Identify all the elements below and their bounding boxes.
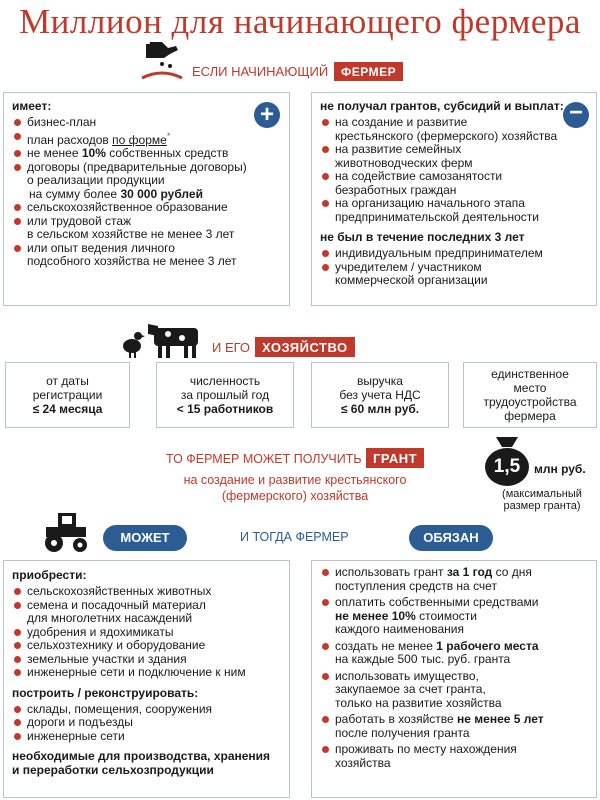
list-item: проживать по месту нахождения хозяйства: [320, 743, 588, 770]
chicken-cow-icon: [118, 316, 208, 360]
list-item: склады, помещения, сооружения: [12, 703, 281, 717]
not-heading-2: не был в течение последних 3 лет: [320, 230, 525, 244]
list-item: или трудовой стаж в сельском хозяйстве не менее 3 лет: [12, 215, 281, 242]
grant-amount: 1,5: [493, 456, 521, 477]
grant-tag: ГРАНТ: [366, 448, 424, 468]
criteria-registration: от даты регистрации ≤ 24 месяца: [5, 362, 130, 428]
grant-note: (максимальный размер гранта): [502, 488, 582, 512]
must-pill: ОБЯЗАН: [409, 525, 493, 551]
list-item: индивидуальным предпринимателем: [320, 247, 588, 261]
list-item: дороги и подъезды: [12, 716, 281, 730]
list-item: план расходов по форме*: [12, 130, 281, 148]
list-item: инженерные сети и подключение к ним: [12, 666, 281, 680]
and-his-label: И ЕГО: [212, 340, 251, 355]
if-beginner-label: ЕСЛИ НАЧИНАЮЩИЙ: [192, 64, 329, 79]
not-heading-1: не получал грантов, субсидий и выплат:: [320, 99, 564, 113]
list-item: на создание и развитие крестьянского (фермерского) хозяйства: [320, 116, 588, 143]
plus-icon: +: [254, 102, 280, 128]
list-item: создать не менее 1 рабочего места на каждые 500 тыс. руб. гранта: [320, 640, 588, 667]
list-item: на развитие семейных животноводческих ферм: [320, 143, 588, 170]
not-box: [311, 92, 597, 306]
then-farmer-label: ТО ФЕРМЕР МОЖЕТ ПОЛУЧИТЬ: [166, 452, 362, 466]
must-box: [311, 560, 597, 798]
list-item: удобрения и ядохимикаты: [12, 626, 281, 640]
grant-purpose: на создание и развитие крестьянского (фермерского) хозяйства: [183, 473, 407, 503]
list-item: договоры (предварительные договоры) о реализации продукции на сумму более 30 000 рублей: [12, 161, 281, 202]
and-then-label: И ТОГДА ФЕРМЕР: [240, 530, 349, 544]
tractor-icon: [42, 511, 92, 553]
can-box: [3, 560, 290, 798]
list-item: использовать грант за 1 год со дня поступления средств на счет: [320, 566, 588, 593]
list-item: или опыт ведения личного подсобного хозяйства не менее 3 лет: [12, 242, 281, 269]
can-pill: МОЖЕТ: [103, 525, 187, 551]
list-item: на организацию начального этапа предпринимательской деятельности: [320, 197, 588, 224]
list-item: на содействие самозанятости безработных граждан: [320, 170, 588, 197]
list-item: инженерные сети: [12, 730, 281, 744]
page-title: Миллион для начинающего фермера: [19, 2, 581, 41]
can-footer: необходимые для производства, хранения и переработки сельхозпродукции: [12, 749, 271, 777]
list-item: учредителем / участником коммерческой организации: [320, 261, 588, 288]
criteria-revenue: выручка без учета НДС ≤ 60 млн руб.: [311, 362, 449, 428]
farmer-tag: ФЕРМЕР: [334, 62, 403, 81]
list-item: семена и посадочный материал для многолетних насаждений: [12, 599, 281, 626]
list-item: использовать имущество, закупаемое за счет гранта, только на развитие хозяйства: [320, 670, 588, 711]
criteria-employment: единственное место трудоустройства фермера: [463, 362, 597, 428]
list-item: сельхозтехнику и оборудование: [12, 639, 281, 653]
has-heading: имеет:: [12, 99, 52, 113]
criteria-employees: численность за прошлый год < 15 работников: [156, 362, 294, 428]
grant-unit: млн руб.: [534, 462, 586, 476]
farm-tag: ХОЗЯЙСТВО: [255, 337, 355, 357]
minus-icon: −: [563, 102, 589, 128]
has-box: [3, 92, 290, 306]
can-heading-2: построить / реконструировать:: [12, 685, 199, 700]
list-item: оплатить собственными средствами не менее 10% стоимости каждого наименования: [320, 596, 588, 637]
list-item: бизнес-план: [12, 116, 281, 130]
list-item: не менее 10% собственных средств: [12, 147, 281, 161]
hand-sowing-icon: [140, 38, 184, 82]
list-item: работать в хозяйстве не менее 5 лет после получения гранта: [320, 713, 588, 740]
list-item: земельные участки и здания: [12, 653, 281, 667]
can-heading-1: приобрести:: [12, 568, 87, 582]
list-item: сельскохозяйственное образование: [12, 201, 281, 215]
list-item: сельскохозяйственных животных: [12, 585, 281, 599]
